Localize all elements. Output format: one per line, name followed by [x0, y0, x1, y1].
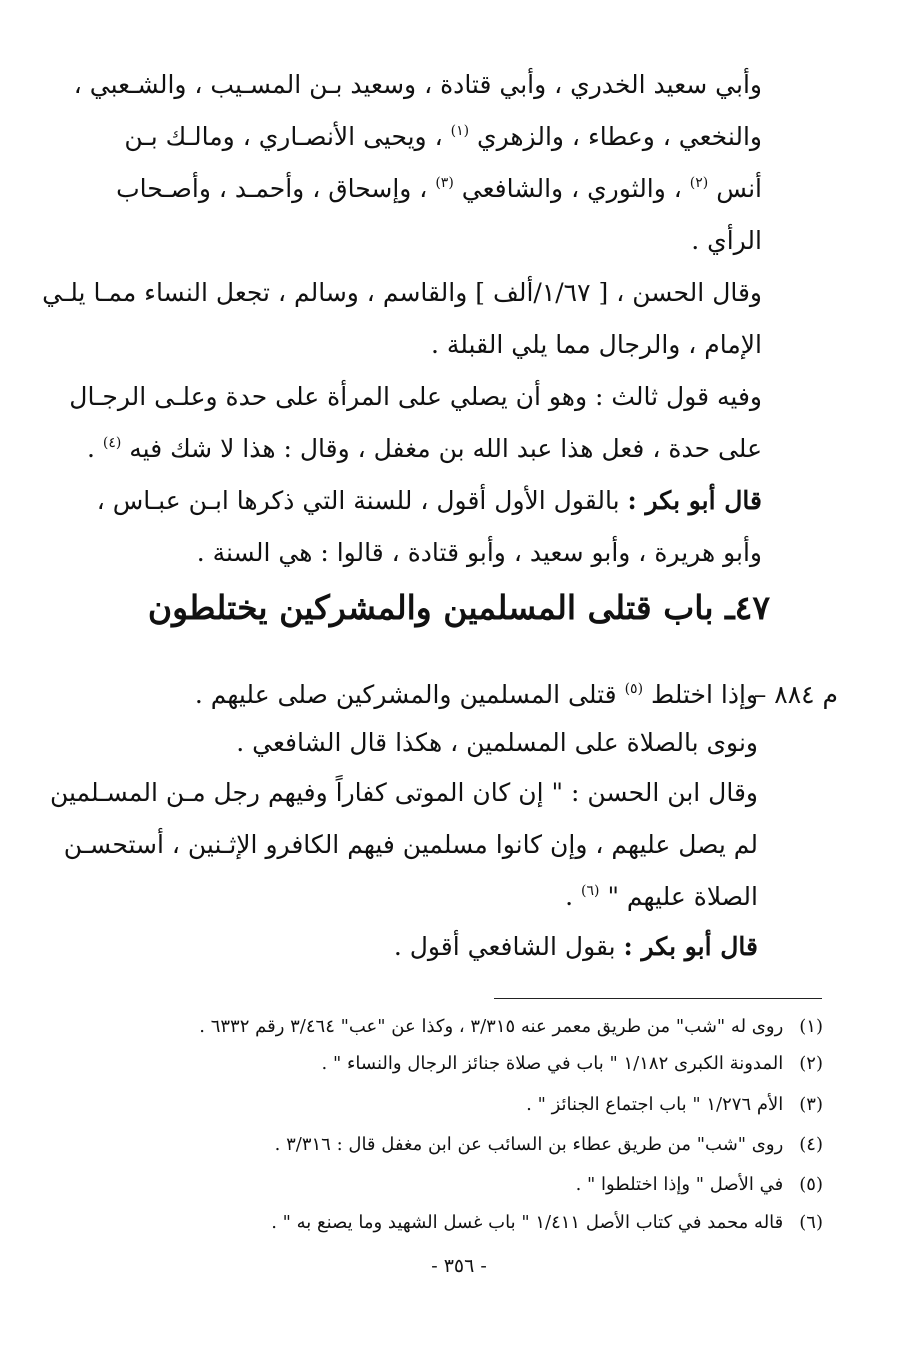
line-text: وأبي سعيد الخدري ، وأبي قتادة ، وسعيد بـن المسـيب ، والشـعبي ، — [73, 70, 762, 99]
line-text: الإمام ، والرجال مما يلي القبلة . — [430, 330, 762, 359]
footnote-ref[interactable]: (٣) — [435, 175, 454, 191]
footnote-number: (٣) — [799, 1094, 823, 1115]
text-line — [87, 434, 762, 463]
footnote-ref[interactable]: (٦) — [581, 883, 600, 899]
chapter-heading: ٤٧ـ باب قتلى المسلمين والمشركين يختلطون — [147, 588, 771, 627]
line-text: وفيه قول ثالث : وهو أن يصلي على المرأة على حدة وعلـى الرجـال — [69, 382, 762, 411]
footnotes — [120, 1008, 823, 1238]
line-text: وإذا اختلط — [643, 680, 758, 709]
line-text: ، وإسحاق ، وأحمـد ، وأصـحاب — [116, 174, 436, 203]
text-line — [236, 728, 758, 757]
footnote-number: (٤) — [799, 1134, 823, 1155]
footnote-ref[interactable]: (١) — [450, 123, 470, 139]
footnote-ref[interactable]: (٤) — [102, 435, 122, 451]
footnote-item — [271, 1212, 823, 1233]
text-line — [565, 882, 758, 911]
line-text: أنس — [708, 174, 762, 203]
footnote-number: (٦) — [799, 1212, 823, 1233]
footnote-item — [576, 1174, 823, 1195]
line-text: وقال ابن الحسن : " إن كان الموتى كفاراً وفيهم رجل مـن المسـلمين — [49, 778, 758, 807]
text-line — [96, 486, 762, 515]
footnote-ref[interactable]: (٢) — [689, 175, 709, 191]
footnote-ref[interactable]: (٥) — [624, 681, 644, 697]
text-line — [394, 932, 758, 961]
line-text: قتلى المسلمين والمشركين صلى عليهم . — [194, 680, 625, 709]
text-line — [63, 830, 758, 859]
footnote-item — [526, 1094, 823, 1115]
text-line — [431, 330, 762, 359]
line-text: بالقول الأول أقول ، للسنة التي ذكرها ابـن عبـاس ، — [96, 486, 628, 515]
footnote-text: قاله محمد في كتاب الأصل ١/٤١١ " باب غسل الشهيد وما يصنع به " . — [271, 1212, 784, 1233]
text-line — [116, 174, 762, 203]
top-text-block — [42, 70, 762, 570]
line-text: وقال الحسن ، [ ١/٦٧/ألف ] والقاسم ، وسالم ، تجعل النساء ممـا يلـي — [42, 278, 762, 307]
text-line — [124, 122, 762, 151]
footnote-number: (٢) — [799, 1053, 823, 1074]
text-line — [42, 278, 762, 307]
entry-marker: م ٨٨٤ – — [753, 680, 838, 709]
text-line — [197, 538, 762, 567]
footnote-separator — [494, 998, 822, 999]
line-text: الرأي . — [691, 226, 762, 255]
line-text: . — [565, 882, 582, 911]
line-text: والنخعي ، وعطاء ، والزهري — [469, 122, 762, 151]
line-text: بقول الشافعي أقول . — [393, 932, 624, 961]
page-number: - ٣٥٦ - — [431, 1255, 487, 1277]
text-line — [49, 778, 758, 807]
line-text: لم يصل عليهم ، وإن كانوا مسلمين فيهم الكافرو الإثـنين ، أستحسـن — [63, 830, 758, 859]
speaker-label: قال أبو بكر : — [627, 486, 762, 515]
line-text: الصلاة عليهم " — [599, 882, 758, 911]
line-text: ، والثوري ، والشافعي — [453, 174, 690, 203]
footnote-number: (١) — [799, 1016, 823, 1037]
line-text: على حدة ، فعل هذا عبد الله بن مغفل ، وقال : هذا لا شك فيه — [121, 434, 762, 463]
text-line — [73, 70, 762, 99]
footnote-text: روى "شب" من طريق عطاء بن السائب عن ابن مغفل قال : ٣/٣١٦ . — [274, 1134, 784, 1155]
footnote-text: الأم ١/٢٧٦ " باب اجتماع الجنائز " . — [526, 1094, 784, 1115]
text-line — [195, 680, 758, 709]
speaker-label: قال أبو بكر : — [623, 932, 758, 961]
text-line — [691, 226, 762, 255]
footnote-item — [199, 1016, 823, 1037]
footnote-item — [275, 1134, 823, 1155]
text-line — [69, 382, 762, 411]
bottom-text-block — [49, 680, 758, 980]
footnote-text: المدونة الكبرى ١/١٨٢ " باب في صلاة جنائز الرجال والنساء " . — [321, 1053, 784, 1074]
line-text: وأبو هريرة ، وأبو سعيد ، وأبو قتادة ، قالوا : هي السنة . — [196, 538, 762, 567]
footnote-item — [322, 1053, 823, 1074]
line-text: ونوى بالصلاة على المسلمين ، هكذا قال الشافعي . — [236, 728, 758, 757]
footnote-text: في الأصل " وإذا اختلطوا " . — [575, 1174, 784, 1195]
footnote-number: (٥) — [799, 1174, 823, 1195]
line-text: . — [86, 434, 103, 463]
footnote-text: روى له "شب" من طريق معمر عنه ٣/٣١٥ ، وكذا عن "عب" ٣/٤٦٤ رقم ٦٣٣٢ . — [199, 1016, 784, 1037]
line-text: ، ويحيى الأنصـاري ، ومالـك بـن — [124, 122, 451, 151]
